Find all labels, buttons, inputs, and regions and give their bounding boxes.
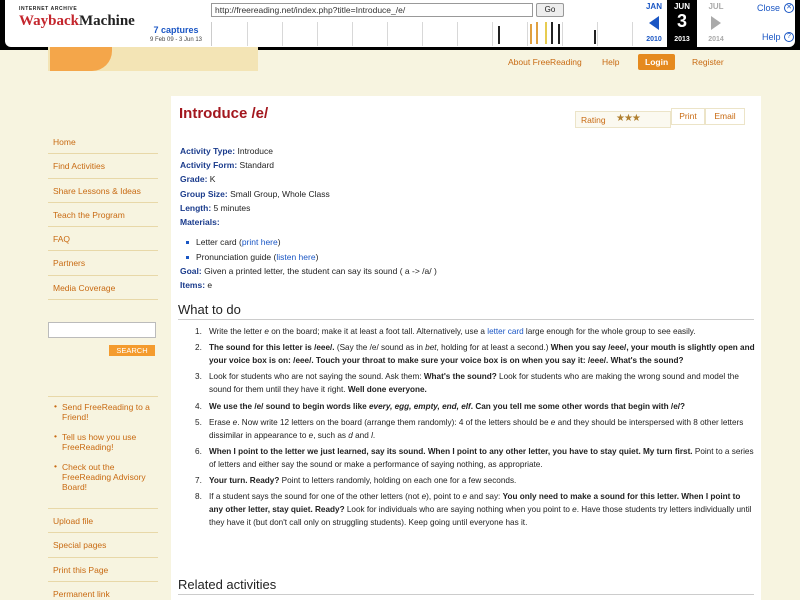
advisory-board-link[interactable]: • Check out the FreeReading Advisory Board! (48, 457, 158, 497)
text: Your turn. Ready? (209, 476, 280, 486)
text: . Have those students try letters individually until they have it (but don't call only on struggling students). Keep going until everyone has it. (209, 505, 752, 528)
text: Point to letters randomly, holding on each one for a few seconds. (279, 476, 517, 486)
text: e (462, 492, 468, 502)
text: . Now write 12 letters on the board (arrange them randomly): 4 of the letters should be (237, 417, 551, 427)
print-button[interactable]: Print (671, 108, 705, 125)
list-item (195, 416, 755, 442)
wayback-toolbar (0, 0, 800, 50)
wayback-logo[interactable] (19, 6, 135, 36)
upload-file-link[interactable]: Upload file (48, 509, 158, 533)
text: The sound for this letter is /eee/. (209, 343, 335, 353)
meta-items (180, 278, 750, 292)
wayback-logo-top: INTERNET ARCHIVE (19, 6, 78, 12)
text: What's the sound? (423, 372, 497, 382)
text: Point to a series of letters and either say the sound or make a performance of saying nothing, as appropriate. (209, 446, 754, 469)
wayback-toolbar-panel (5, 0, 795, 47)
text: Erase (209, 417, 233, 427)
divider (178, 594, 754, 595)
wayback-logo-word2: Machine (79, 13, 135, 29)
site-logo[interactable] (50, 47, 112, 71)
text: Write the letter (209, 327, 265, 336)
spark-capture-bar[interactable] (545, 22, 547, 44)
wayback-help-link[interactable]: Help (762, 32, 781, 42)
meta-value: Given a printed letter, the student can say its sound ( a -> /a/ ) (204, 266, 437, 277)
spark-capture-bar[interactable] (551, 22, 553, 44)
meta-key: Grade: (180, 174, 208, 185)
tell-us-link[interactable]: • Tell us how you use FreeReading! (48, 427, 158, 457)
text: e (550, 417, 556, 427)
spark-tick (352, 22, 353, 46)
sidebar-item-teach-program[interactable]: Teach the Program (48, 203, 158, 227)
sidebar-item-faq[interactable]: FAQ (48, 227, 158, 251)
list-item (186, 250, 750, 265)
meta-materials (180, 215, 750, 229)
print-page-link[interactable]: Print this Page (48, 558, 158, 582)
current-year: 2013 (674, 36, 690, 43)
meta-key: Activity Form: (180, 160, 238, 171)
spark-capture-bar[interactable] (558, 24, 560, 44)
meta-value: e (207, 280, 213, 291)
text: every, egg, empty, end, elf (368, 401, 471, 411)
text: You only need to make a sound for this letter. When I point to any other letter, stay quiet. Ready? (209, 492, 741, 515)
list-item (195, 370, 755, 396)
text: e (264, 327, 269, 336)
list-item (195, 325, 755, 338)
captures-range: 9 Feb 09 - 3 Jun 13 (149, 37, 203, 43)
wayback-logo-main (19, 13, 135, 30)
letter-card-link[interactable]: letter card (487, 327, 524, 336)
materials-list (186, 235, 750, 264)
special-pages-link[interactable]: Special pages (48, 533, 158, 557)
spark-capture-bar[interactable] (536, 22, 538, 44)
meta-group-size (180, 187, 750, 201)
about-link[interactable]: About FreeReading (508, 57, 582, 67)
register-link[interactable]: Register (692, 57, 724, 67)
spark-tick (317, 22, 318, 46)
meta-value: Introduce (237, 146, 273, 156)
sidebar-item-home[interactable]: Home (48, 130, 158, 154)
spark-tick (562, 22, 563, 46)
meta-key: Items: (180, 280, 206, 291)
meta-key: Group Size: (180, 188, 228, 199)
captures-sparkline[interactable] (211, 22, 637, 46)
what-to-do-heading: What to do (178, 302, 241, 317)
email-button[interactable]: Email (705, 108, 745, 125)
current-day: 3 (676, 11, 687, 31)
meta-key: Length: (180, 202, 212, 213)
text: If a student says the sound for one of the other letters (not (209, 492, 422, 502)
meta-length (180, 201, 750, 215)
spark-capture-bar[interactable] (594, 30, 596, 44)
sidebar-item-media-coverage[interactable]: Media Coverage (48, 276, 158, 300)
wayback-url-input[interactable] (211, 3, 533, 17)
text: Letter card ( (196, 237, 242, 248)
steps-list (195, 325, 755, 533)
meta-value: Standard (239, 160, 275, 171)
list-item (195, 490, 755, 529)
list-item (195, 474, 755, 487)
listen-here-link[interactable]: listen here (276, 251, 316, 262)
text: e (421, 492, 427, 502)
text: on the board; make it at least a foot tall. Alternatively, use a (268, 327, 488, 336)
spark-capture-bar[interactable] (530, 24, 532, 44)
rating-widget (575, 111, 671, 128)
spark-tick (492, 22, 493, 46)
text: and they should be interspersed with 8 other letters dissimilar in appearance to (209, 417, 744, 440)
text: d (348, 430, 353, 440)
next-month: JUL (708, 2, 724, 11)
list-item (186, 235, 750, 250)
permanent-link[interactable]: Permanent link (48, 582, 158, 600)
login-button[interactable]: Login (638, 54, 675, 70)
text: Look for students who are not saying the sound. Ask them: (209, 372, 424, 382)
text: and say: (467, 492, 503, 502)
captures-count[interactable]: 7 captures (153, 25, 199, 35)
help-icon[interactable]: ? (784, 32, 794, 42)
text: e (308, 430, 314, 440)
prev-year[interactable]: 2010 (646, 36, 662, 43)
wayback-go-button[interactable]: Go (536, 3, 564, 17)
text: . (372, 430, 376, 440)
prev-month[interactable]: JAN (645, 2, 662, 11)
help-link[interactable]: Help (602, 57, 620, 67)
print-here-link[interactable]: print here (241, 237, 278, 248)
sidebar-promos (48, 396, 158, 497)
next-capture-arrow-icon (711, 16, 721, 30)
meta-activity-type (180, 144, 750, 158)
send-to-friend-link[interactable]: • Send FreeReading to a Friend! (48, 397, 158, 427)
spark-capture-bar[interactable] (498, 26, 500, 44)
text: e (572, 505, 577, 515)
wayback-logo-word1: Wayback (19, 13, 80, 29)
search-input[interactable] (48, 322, 156, 338)
sidebar-nav (48, 130, 158, 300)
search-button[interactable]: SEARCH (109, 345, 155, 356)
sidebar-item-partners[interactable]: Partners (48, 251, 158, 275)
next-year: 2014 (708, 36, 724, 43)
spark-tick (527, 22, 528, 46)
rating-label: Rating (581, 115, 606, 125)
spark-tick (282, 22, 283, 46)
text: Look for students who are making the wrong sound and model the sound for them until they have it right. (209, 372, 739, 395)
wayback-date-nav (637, 0, 737, 47)
text: large enough for the whole group to see easily. (523, 327, 696, 336)
spark-tick (387, 22, 388, 46)
close-icon[interactable]: ✕ (784, 3, 794, 13)
text: . Can you tell me some other words that begin with /e/? (470, 401, 686, 411)
meta-goal (180, 264, 750, 278)
page-title: Introduce /e/ (179, 105, 269, 122)
sidebar-item-find-activities[interactable]: Find Activities (48, 154, 158, 178)
meta-value: Small Group, Whole Class (230, 188, 330, 199)
wayback-close-link[interactable]: Close (757, 3, 781, 13)
meta-activity-form (180, 158, 750, 172)
spark-tick (597, 22, 598, 46)
sidebar-tools (48, 508, 158, 600)
meta-key: Goal: (180, 266, 202, 277)
star-rating-icon[interactable]: ★★★ (616, 113, 640, 124)
sidebar-item-share-lessons[interactable]: Share Lessons & Ideas (48, 179, 158, 203)
text: , holding for at least a second.) (436, 343, 551, 353)
spark-tick (632, 22, 633, 46)
list-item (195, 341, 755, 367)
text: (Say the /e/ sound as in (334, 343, 426, 353)
main-content (171, 96, 761, 600)
divider (178, 319, 754, 320)
list-item (195, 400, 755, 413)
text: l (371, 430, 373, 440)
activity-metadata (180, 144, 750, 293)
current-month: JUN (673, 2, 690, 11)
spark-tick (247, 22, 248, 46)
text: Look for individuals who are saying nothing when you point to (344, 505, 573, 515)
meta-value: 5 minutes (213, 202, 251, 213)
text: bet (425, 343, 437, 353)
text: and (352, 430, 372, 440)
text: We use the /e/ sound to begin words like (209, 401, 369, 411)
text: Pronunciation guide ( (196, 251, 277, 262)
spark-tick (457, 22, 458, 46)
meta-key: Materials: (180, 217, 220, 228)
meta-value: K (209, 174, 216, 185)
text: ) (315, 251, 319, 262)
text: e (232, 417, 238, 427)
text: When you say /eee/, your mouth is slightly open and your voice box is on: /eee/. Touch your throat to make sure your voice box is on when you say it: /eee/. What's the sound? (209, 343, 755, 366)
text: When I point to the letter we just learned, say its sound. When I point to any other letter, you have to stay quiet. My turn first. (209, 446, 693, 456)
meta-key: Activity Type: (180, 146, 236, 156)
list-item (195, 445, 755, 471)
text: , such as (313, 430, 349, 440)
wayback-captures[interactable] (145, 25, 207, 43)
text: ) (277, 237, 281, 248)
meta-grade (180, 172, 750, 186)
prev-capture-arrow-icon[interactable] (649, 16, 659, 30)
text: ), point to (426, 492, 463, 502)
spark-tick (422, 22, 423, 46)
related-activities-heading: Related activities (178, 577, 277, 592)
text: Well done everyone. (347, 385, 427, 395)
